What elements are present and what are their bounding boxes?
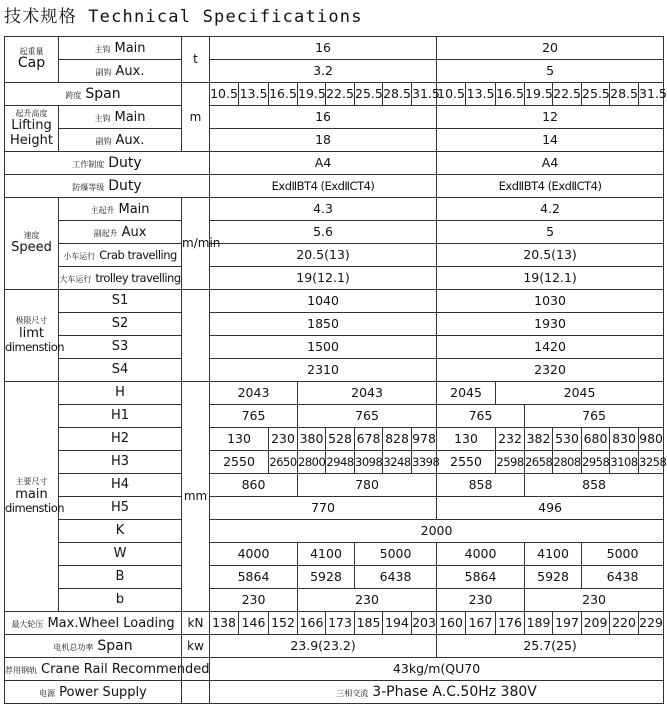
span-cell: 16.5	[496, 83, 525, 106]
dim-cell: 3098	[355, 451, 383, 474]
dim-cell: 858	[437, 474, 525, 497]
speed-trolley-row	[5, 267, 664, 290]
supply-label: 电源 Power Supply	[5, 681, 182, 704]
limit-row	[5, 336, 664, 359]
dim-label: H2	[59, 428, 182, 451]
span-cell: 13.5	[239, 83, 269, 106]
lifting-aux-label: 副钩 Aux.	[59, 129, 182, 152]
lifting-aux-row	[5, 129, 664, 152]
rail-label: 荐用钢轨 Crane Rail Recommended	[5, 658, 182, 681]
cap-aux-16: 3.2	[210, 60, 437, 83]
limit-20: 1420	[437, 336, 664, 359]
speed-trolley-16: 19(12.1)	[210, 267, 437, 290]
dim-b-upper-row	[5, 566, 664, 589]
speed-crab-16: 20.5(13)	[210, 244, 437, 267]
dim-cell: 780	[298, 474, 437, 497]
rail-value: 43kg/m(QU70	[210, 658, 664, 681]
dim-h2-row	[5, 428, 664, 451]
speed-main-label: 主起升 Main	[59, 198, 182, 221]
speed-crab-row	[5, 244, 664, 267]
cap-aux-label: 副钩 Aux.	[59, 60, 182, 83]
speed-crab-20: 20.5(13)	[437, 244, 664, 267]
dim-cell: 765	[298, 405, 437, 428]
wheel-cell: 189	[525, 612, 553, 635]
span-cell: 28.5	[383, 83, 412, 106]
dim-cell: 6438	[582, 566, 664, 589]
dim-cell: 765	[525, 405, 664, 428]
dim-cell: 2800	[298, 451, 326, 474]
wheel-cell: 146	[239, 612, 269, 635]
wheel-cell: 173	[326, 612, 355, 635]
cap-main-16: 16	[210, 37, 437, 60]
dim-h3-row	[5, 451, 664, 474]
dim-cell: 2958	[582, 451, 610, 474]
dim-cell: 858	[525, 474, 664, 497]
limit-unit-cell	[182, 290, 210, 382]
limit-16: 1850	[210, 313, 437, 336]
cap-main-20: 20	[437, 37, 664, 60]
dim-cell: 5864	[437, 566, 525, 589]
dim-cell: 380	[298, 428, 326, 451]
limit-row-label: S4	[59, 359, 182, 382]
dim-w-row	[5, 543, 664, 566]
speed-aux-row	[5, 221, 664, 244]
span-cell: 31.5	[412, 83, 437, 106]
lifting-aux-20: 14	[437, 129, 664, 152]
dim-b-lower-row	[5, 589, 664, 612]
limit-row-label: S3	[59, 336, 182, 359]
limit-row-label: S2	[59, 313, 182, 336]
dim-cell: 528	[326, 428, 355, 451]
dim-cell: 230	[269, 428, 298, 451]
wheel-cell: 220	[610, 612, 639, 635]
spec-table	[4, 36, 667, 704]
main-dim-label: 主要尺寸 main dimenstion	[5, 382, 59, 612]
wheel-cell: 229	[639, 612, 664, 635]
supply-value: 三相交流 3-Phase A.C.50Hz 380V	[210, 681, 664, 704]
dim-cell: 2043	[298, 382, 437, 405]
ex-16: ExdⅡBT4 (ExdⅡCT4)	[210, 175, 437, 198]
dim-cell: 860	[210, 474, 298, 497]
limit-row	[5, 313, 664, 336]
dim-cell: 4000	[437, 543, 525, 566]
dim-label: H4	[59, 474, 182, 497]
dim-cell: 230	[210, 589, 298, 612]
dim-label: K	[59, 520, 182, 543]
dim-label: B	[59, 566, 182, 589]
dim-cell: 3398	[412, 451, 437, 474]
lifting-main-row	[5, 106, 664, 129]
dim-cell: 830	[610, 428, 639, 451]
span-unit: m	[182, 83, 210, 152]
dim-cell: 496	[437, 497, 664, 520]
dim-cell: 2598	[496, 451, 525, 474]
span-cell: 31.5	[639, 83, 664, 106]
dim-cell: 130	[437, 428, 496, 451]
dim-cell: 230	[298, 589, 437, 612]
cap-label: 起重量 Cap	[5, 37, 59, 83]
dim-cell: 5000	[355, 543, 437, 566]
span-cell: 10.5	[210, 83, 239, 106]
dim-cell: 2000	[210, 520, 664, 543]
dim-cell: 5000	[582, 543, 664, 566]
dim-cell: 2948	[326, 451, 355, 474]
limit-20: 2320	[437, 359, 664, 382]
wheel-cell: 209	[582, 612, 610, 635]
dim-cell: 978	[412, 428, 437, 451]
power-20: 25.7(25)	[437, 635, 664, 658]
speed-aux-label: 副起升 Aux	[59, 221, 182, 244]
dim-cell: 2043	[210, 382, 298, 405]
wheel-row	[5, 612, 664, 635]
rail-row	[5, 658, 664, 681]
wheel-cell: 203	[412, 612, 437, 635]
dim-cell: 5928	[525, 566, 582, 589]
duty-row	[5, 152, 664, 175]
dim-cell: 2550	[210, 451, 269, 474]
dim-h5-row	[5, 497, 664, 520]
wheel-cell: 197	[553, 612, 582, 635]
span-cell: 16.5	[269, 83, 298, 106]
power-unit: kw	[182, 635, 210, 658]
speed-main-16: 4.3	[210, 198, 437, 221]
dim-cell: 3248	[383, 451, 412, 474]
lifting-main-label: 主钩 Main	[59, 106, 182, 129]
lifting-label: 起升高度 Lifting Height	[5, 106, 59, 152]
dim-label: W	[59, 543, 182, 566]
dim-cell: 4100	[525, 543, 582, 566]
limit-row	[5, 290, 664, 313]
span-cell: 13.5	[466, 83, 496, 106]
limit-16: 1500	[210, 336, 437, 359]
lifting-aux-16: 18	[210, 129, 437, 152]
speed-unit: m/min	[182, 198, 210, 290]
dim-cell: 678	[355, 428, 383, 451]
power-row	[5, 635, 664, 658]
wheel-cell: 160	[437, 612, 466, 635]
dim-label: H1	[59, 405, 182, 428]
wheel-cell: 138	[210, 612, 239, 635]
dim-cell: 3258	[639, 451, 664, 474]
dim-cell: 232	[496, 428, 525, 451]
dim-cell: 980	[639, 428, 664, 451]
dim-cell: 2045	[496, 382, 664, 405]
wheel-cell: 194	[383, 612, 412, 635]
speed-main-row	[5, 198, 664, 221]
ex-row	[5, 175, 664, 198]
page-title: 技术规格 Technical Specifications	[4, 7, 363, 27]
speed-aux-20: 5	[437, 221, 664, 244]
dim-h-row	[5, 382, 664, 405]
dim-cell: 530	[553, 428, 582, 451]
dim-cell: 828	[383, 428, 412, 451]
duty-16: A4	[210, 152, 437, 175]
wheel-unit: kN	[182, 612, 210, 635]
span-cell: 25.5	[355, 83, 383, 106]
span-cell: 19.5	[298, 83, 326, 106]
limit-row	[5, 359, 664, 382]
dim-cell: 4100	[298, 543, 355, 566]
dim-cell: 2808	[553, 451, 582, 474]
dim-cell: 5864	[210, 566, 298, 589]
dim-cell: 770	[210, 497, 437, 520]
cap-main-label: 主钩 Main	[59, 37, 182, 60]
wheel-cell: 185	[355, 612, 383, 635]
dim-cell: 2045	[437, 382, 496, 405]
power-label: 电机总功率 Span	[5, 635, 182, 658]
dim-h1-row	[5, 405, 664, 428]
limit-20: 1030	[437, 290, 664, 313]
speed-trolley-label: 大车运行 trolley travelling	[59, 267, 182, 290]
duty-20: A4	[437, 152, 664, 175]
duty-label: 工作制度 Duty	[5, 152, 210, 175]
dim-cell: 2650	[269, 451, 298, 474]
dim-cell: 2550	[437, 451, 496, 474]
power-16: 23.9(23.2)	[210, 635, 437, 658]
ex-label: 防爆等级 Duty	[5, 175, 210, 198]
dim-h4-row	[5, 474, 664, 497]
lifting-main-20: 12	[437, 106, 664, 129]
dim-cell: 765	[210, 405, 298, 428]
speed-aux-16: 5.6	[210, 221, 437, 244]
limit-20: 1930	[437, 313, 664, 336]
lifting-main-16: 16	[210, 106, 437, 129]
supply-row	[5, 681, 664, 704]
dim-cell: 130	[210, 428, 269, 451]
speed-trolley-20: 19(12.1)	[437, 267, 664, 290]
span-cell: 28.5	[610, 83, 639, 106]
limit-row-label: S1	[59, 290, 182, 313]
wheel-cell: 167	[466, 612, 496, 635]
span-cell: 25.5	[582, 83, 610, 106]
dim-cell: 5928	[298, 566, 355, 589]
dim-cell: 3108	[610, 451, 639, 474]
span-row	[5, 83, 664, 106]
dim-label: H3	[59, 451, 182, 474]
dim-label: H5	[59, 497, 182, 520]
span-cell: 10.5	[437, 83, 466, 106]
wheel-label: 最大轮压 Max.Wheel Loading	[5, 612, 182, 635]
main-dim-unit: mm	[182, 382, 210, 612]
cap-aux-20: 5	[437, 60, 664, 83]
dim-cell: 382	[525, 428, 553, 451]
speed-main-20: 4.2	[437, 198, 664, 221]
ex-20: ExdⅡBT4 (ExdⅡCT4)	[437, 175, 664, 198]
dim-cell: 4000	[210, 543, 298, 566]
cap-main-row	[5, 37, 664, 60]
cap-unit: t	[182, 37, 210, 83]
dim-cell: 230	[437, 589, 525, 612]
speed-crab-label: 小车运行 Crab travelling	[59, 244, 182, 267]
span-cell: 22.5	[553, 83, 582, 106]
limit-16: 2310	[210, 359, 437, 382]
limit-16: 1040	[210, 290, 437, 313]
span-cell: 22.5	[326, 83, 355, 106]
cap-aux-row	[5, 60, 664, 83]
wheel-cell: 152	[269, 612, 298, 635]
dim-cell: 6438	[355, 566, 437, 589]
dim-label: b	[59, 589, 182, 612]
dim-cell: 765	[437, 405, 525, 428]
wheel-cell: 176	[496, 612, 525, 635]
limit-label: 极限尺寸 limt dimenstion	[5, 290, 59, 382]
span-cell: 19.5	[525, 83, 553, 106]
wheel-cell: 166	[298, 612, 326, 635]
supply-unit-cell	[182, 681, 210, 704]
dim-cell: 230	[525, 589, 664, 612]
span-label: 跨度 Span	[5, 83, 182, 106]
dim-k-row	[5, 520, 664, 543]
speed-label: 速度 Speed	[5, 198, 59, 290]
dim-label: H	[59, 382, 182, 405]
dim-cell: 2658	[525, 451, 553, 474]
dim-cell: 680	[582, 428, 610, 451]
